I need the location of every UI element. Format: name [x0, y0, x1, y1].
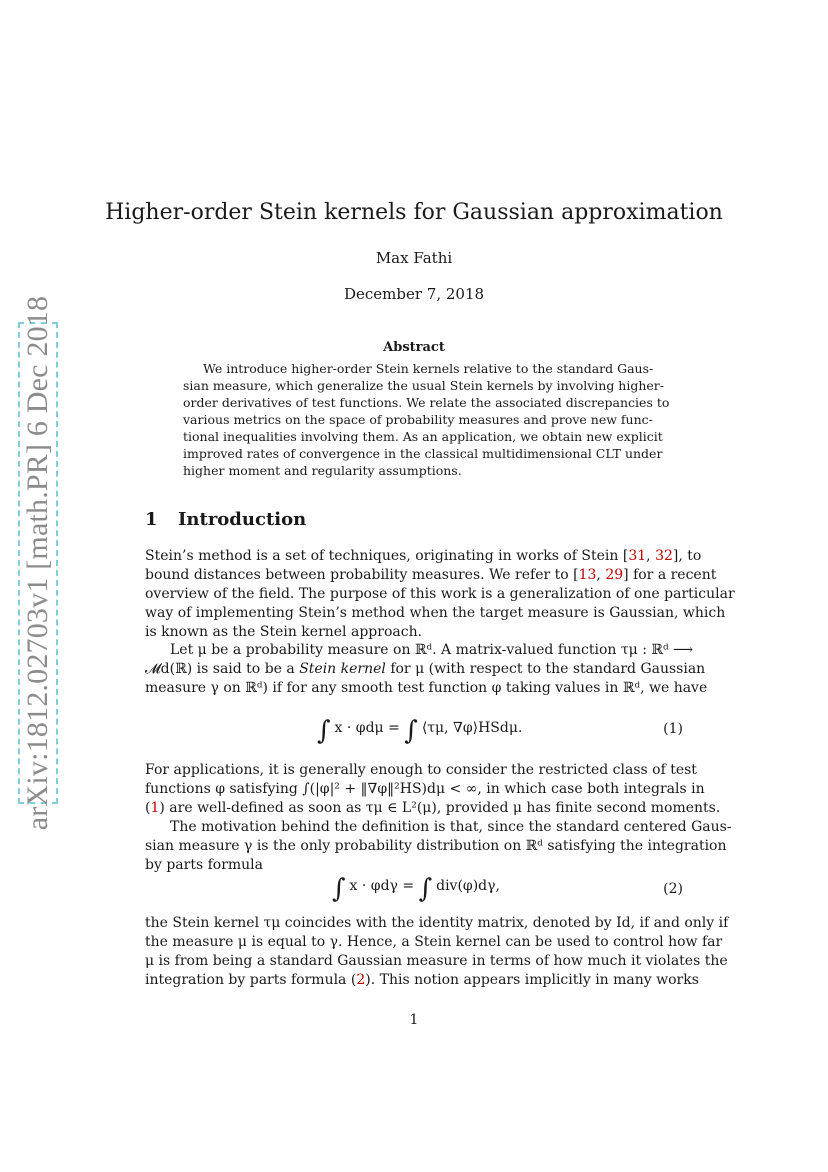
abstract-line: We introduce higher-order Stein kernels relative to the standard Gaus-	[203, 361, 654, 376]
abstract-line: higher moment and regularity assumptions.	[183, 463, 462, 478]
equation-ref-link[interactable]: 2	[356, 971, 366, 988]
section-title: Introduction	[178, 509, 307, 530]
equation-1: ∫ x · φdμ = ∫ ⟨τμ, ∇φ⟩HSdμ.	[317, 716, 523, 746]
abstract-line: order derivatives of test functions. We relate the associated discrepancies to	[183, 395, 670, 410]
equation-ref-link[interactable]: 1	[150, 799, 160, 816]
equation-2-number: (2)	[663, 881, 683, 897]
paper-title: Higher-order Stein kernels for Gaussian approximation	[105, 200, 723, 225]
text-line: is known as the Stein kernel approach.	[145, 623, 423, 640]
text-line: way of implementing Stein’s method when the target measure is Gaussian, which	[145, 604, 726, 621]
abstract-line: tional inequalities involving them. As an application, we obtain new explicit	[183, 429, 663, 444]
text-line: by parts formula	[145, 856, 264, 873]
text-line: (1) are well-defined as soon as τμ ∈ L²(μ), provided μ has finite second moments.	[145, 799, 721, 816]
abstract-body	[183, 360, 670, 479]
text-line: The motivation behind the definition is that, since the standard centered Gaus-	[170, 819, 732, 835]
text-line: the Stein kernel τμ coincides with the identity matrix, denoted by Id, if and only if	[145, 915, 729, 931]
citation-link[interactable]: 13	[578, 566, 597, 583]
section-heading	[145, 509, 306, 530]
abstract-line: various metrics on the space of probability measures and prove new func-	[183, 412, 653, 427]
abstract-line: improved rates of convergence in the classical multidimensional CLT under	[183, 446, 663, 461]
text-line: the measure μ is equal to γ. Hence, a Stein kernel can be used to control how far	[145, 933, 723, 950]
page-number: 1	[409, 1012, 419, 1028]
text-line: sian measure γ is the only probability distribution on ℝᵈ satisfying the integration	[145, 837, 727, 854]
intro-paragraph-2	[145, 641, 708, 698]
text-line: functions φ satisfying ∫(|φ|² + ‖∇φ‖²HS)dμ < ∞, in which case both integrals in	[145, 780, 705, 797]
intro-paragraph-5	[145, 914, 729, 990]
citation-link[interactable]: 29	[605, 566, 624, 583]
defined-term: Stein kernel	[299, 660, 386, 677]
equation-2: ∫ x · φdγ = ∫ div(φ)dγ,	[332, 874, 500, 904]
text-line: overview of the field. The purpose of this work is a generalization of one particular	[145, 585, 735, 602]
equation-1-number: (1)	[663, 721, 683, 737]
intro-paragraph-3	[145, 761, 721, 818]
intro-paragraph-1	[145, 547, 735, 642]
text-line: Stein’s method is a set of techniques, originating in works of Stein [31, 32], to	[145, 548, 702, 564]
arxiv-identifier-stamp[interactable]	[18, 295, 58, 831]
section-number: 1	[145, 509, 158, 530]
text-line: measure γ on ℝᵈ) if for any smooth test function φ taking values in ℝᵈ, we have	[145, 679, 708, 696]
paper-date: December 7, 2018	[343, 285, 485, 303]
text-line: integration by parts formula (2). This notion appears implicitly in many works	[145, 971, 699, 988]
abstract-heading: Abstract	[383, 340, 445, 355]
arxiv-identifier-text: arXiv:1812.02703v1 [math.PR] 6 Dec 2018	[21, 295, 54, 831]
text-line: Let μ be a probability measure on ℝᵈ. A matrix-valued function τμ : ℝᵈ ⟶	[170, 642, 694, 658]
citation-link[interactable]: 32	[655, 548, 673, 564]
text-line: For applications, it is generally enough to consider the restricted class of test	[145, 762, 697, 778]
intro-paragraph-4	[145, 818, 732, 875]
citation-link[interactable]: 31	[628, 548, 647, 564]
author-name: Max Fathi	[375, 249, 453, 267]
text-line: 𝓜d(ℝ) is said to be a Stein kernel for μ (with respect to the standard Gaussian	[145, 660, 706, 677]
text-line: bound distances between probability measures. We refer to [13, 29] for a recent	[145, 566, 717, 583]
abstract-line: sian measure, which generalize the usual Stein kernels by involving higher-	[183, 378, 664, 393]
text-line: μ is from being a standard Gaussian measure in terms of how much it violates the	[145, 952, 728, 969]
